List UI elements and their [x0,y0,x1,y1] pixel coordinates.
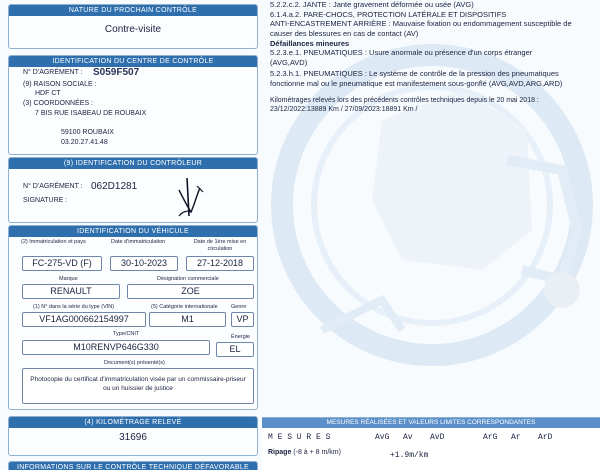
kilometrage-value: 31696 [119,432,147,443]
type-caption: Type/CNIT [113,331,140,337]
date-first-caption: Date de 1ère mise en circulation [193,239,247,252]
centre-panel [8,55,258,155]
km-history-line1: Kilométrages relevés lors des précédents contrôles techniques depuis le 20 mai 2018 : [270,97,539,104]
km-history-line2: 23/12/2022:13889 Km / 27/09/2023:18891 Km / [270,106,418,113]
marque-value: RENAULT [22,284,120,299]
vehicule-panel [8,225,258,410]
type-value: M10RENVP646G330 [22,340,210,355]
categorie-caption: (5) Catégorie internationale [151,304,218,310]
defauts-mineures-title: Défaillances mineures [270,39,350,48]
controleur-agrement-value: 062D1281 [91,181,138,192]
centre-phone: 03.20.27.41.48 [61,139,108,146]
designation-value: ZOE [127,284,254,299]
mesures-col-ard: ArD [538,433,553,442]
nature-header: NATURE DU PROCHAIN CONTRÔLE [9,5,257,16]
defaut-line2: 6.1.4.a.2. PARE-CHOCS, PROTECTION LATÉRALE ET DISPOSITIFS [270,10,507,19]
docs-box [22,368,254,404]
marque-caption: Marque [59,276,78,282]
watermark-icon [262,0,600,415]
mesures-col-avd: AvD [430,433,445,442]
centre-agrement-label: N° D'AGRÉMENT : [23,69,83,76]
ripage-value: +1.9m/km [390,451,429,460]
centre-raison-value: HDF CT [35,90,61,97]
mesures-col-avg: AvG [375,433,390,442]
informations-header: INFORMATIONS SUR LE CONTRÔLE TECHNIQUE DÉFAVORABLE [9,462,257,470]
vin-value: VF1AG000662154997 [22,312,146,327]
energie-caption: Énergie [231,334,250,340]
vehicule-header: IDENTIFICATION DU VÉHICULE [9,226,257,237]
mesures-header: MESURES RÉALISÉES ET VALEURS LIMITES CORRESPONDANTES [262,418,600,428]
centre-agrement-value: S059F507 [93,67,140,78]
immat-caption: (2) Immatriculation et pays [21,239,86,245]
date-immat-value: 30-10-2023 [110,256,178,271]
mesures-col-arg: ArG [483,433,498,442]
immat-value: FC-275-VD (F) [22,256,102,271]
informations-panel [8,461,258,470]
centre-header: IDENTIFICATION DU CENTRE DE CONTRÔLE [9,56,257,67]
controleur-header: (9) IDENTIFICATION DU CONTRÔLEUR [9,158,257,169]
defaut-line8: fonctionne mal ou le pneumatique est manifestement sous-gonflé (AVG,AVD,ARG,ARD) [270,79,563,88]
mesures-col-av: Av [403,433,413,442]
centre-coord-label: (3) COORDONNÉES : [23,100,94,107]
centre-raison-label: (9) RAISON SOCIALE : [23,81,97,88]
ripage-title: Ripage [268,449,292,456]
signature-image [167,172,217,222]
defaut-line4: causer des blessures en cas de contact (AV) [270,29,419,38]
defaut-line5: 5.2.3.e.1. PNEUMATIQUES : Usure anormale ou présence d'un corps étranger [270,48,533,57]
ripage-limits: (-8 à + 8 m/km) [293,449,341,456]
energie-value: EL [216,342,254,357]
centre-addr2: 59100 ROUBAIX [61,129,114,136]
kilometrage-panel [8,416,258,456]
docs-line1: Photocopie du certificat d'immatriculation visée par un commissaire-priseur [30,376,246,383]
mesures-col-ar: Ar [511,433,521,442]
genre-caption: Genre [231,304,247,310]
date-immat-caption: Date d'immatriculation [111,239,166,245]
controleur-panel [8,157,258,223]
defaut-line3: ANTI-ENCASTREMENT ARRIÈRE : Mauvaise fixation ou endommagement susceptible de [270,19,572,28]
docs-caption: Document(s) présenté(s) [104,360,165,366]
vin-caption: (1) N° dans la série du type (VIN) [33,304,115,310]
nature-panel [8,4,258,49]
designation-caption: Désignation commerciale [157,276,219,282]
controleur-signature-label: SIGNATURE : [23,197,68,204]
defaut-line6: (AVG,AVD) [270,58,308,67]
ripage-label [268,449,341,456]
defaut-line7: 5.2.3.h.1. PNEUMATIQUES : Le système de contrôle de la pression des pneumatiques [270,69,559,78]
categorie-value: M1 [149,312,226,327]
controleur-agrement-label: N° D'AGRÉMENT : [23,183,83,190]
mesures-title: M E S U R E S [268,433,331,442]
kilometrage-header: (4) KILOMÉTRAGE RELEVÉ [9,417,257,428]
centre-addr1: 7 BIS RUE ISABEAU DE ROUBAIX [35,110,147,117]
genre-value: VP [231,312,254,327]
mesures-panel [262,417,600,470]
nature-value: Contre-visite [104,24,162,35]
date-first-value: 27-12-2018 [186,256,254,271]
docs-line2: ou un huissier de justice [103,385,173,392]
defaut-line1: 5.2.2.c.2. JANTE : Jante gravement déformée ou usée (AVG) [270,0,474,9]
